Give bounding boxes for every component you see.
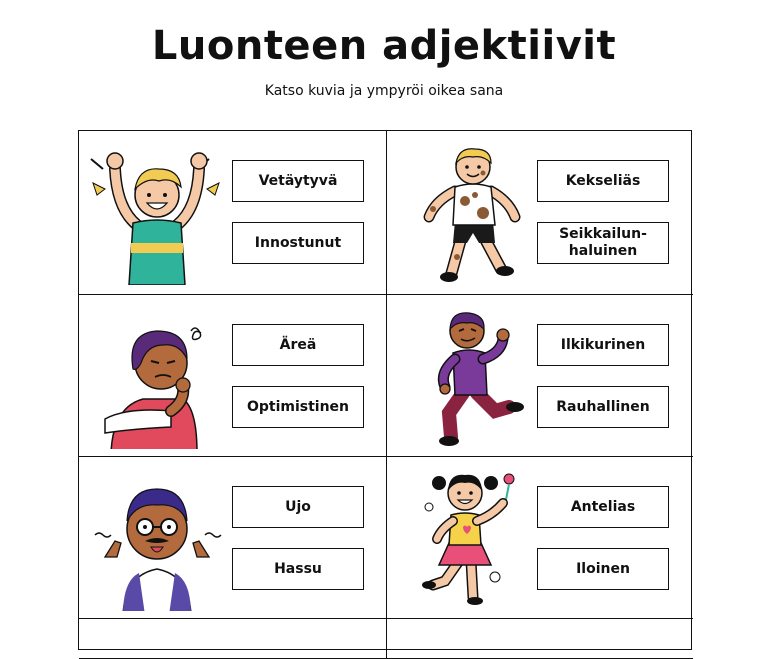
answer-option-rauhallinen[interactable]: Rauhallinen xyxy=(537,386,669,428)
cheering-boy-icon xyxy=(87,139,227,285)
exercise-card-7 xyxy=(79,619,387,659)
answer-option-ilkikurinen[interactable]: Ilkikurinen xyxy=(537,324,669,366)
worksheet-title: Luonteen adjektiivit xyxy=(151,23,617,69)
answer-option-area[interactable]: Äreä xyxy=(232,324,364,366)
muddy-boy-icon xyxy=(405,139,545,285)
exercise-card-6 xyxy=(387,457,693,619)
answer-option-hassu[interactable]: Hassu xyxy=(232,548,364,590)
exercise-card-3 xyxy=(79,295,387,457)
dancing-girl-icon xyxy=(405,465,545,611)
silly-face-boy-icon xyxy=(87,465,227,611)
answer-option-optimistinen[interactable]: Optimistinen xyxy=(232,386,364,428)
grumpy-girl-icon xyxy=(87,303,227,449)
answer-option-antelias[interactable]: Antelias xyxy=(537,486,669,528)
exercise-card-2 xyxy=(387,131,693,295)
answer-option-ujo[interactable]: Ujo xyxy=(232,486,364,528)
exercise-grid xyxy=(78,130,692,650)
exercise-card-8 xyxy=(387,619,693,659)
answer-option-iloinen[interactable]: Iloinen xyxy=(537,548,669,590)
answer-option-vetaytyva[interactable]: Vetäytyvä xyxy=(232,160,364,202)
exercise-card-4 xyxy=(387,295,693,457)
exercise-card-5 xyxy=(79,457,387,619)
answer-option-innostunut[interactable]: Innostunut xyxy=(232,222,364,264)
worksheet-instructions: Katso kuvia ja ympyröi oikea sana xyxy=(264,83,504,99)
exercise-card-1 xyxy=(79,131,387,295)
answer-option-seikkailunhaluinen[interactable]: Seikkailun- haluinen xyxy=(537,222,669,264)
answer-option-kekselias[interactable]: Kekseliäs xyxy=(537,160,669,202)
sneaky-boy-icon xyxy=(405,303,545,449)
